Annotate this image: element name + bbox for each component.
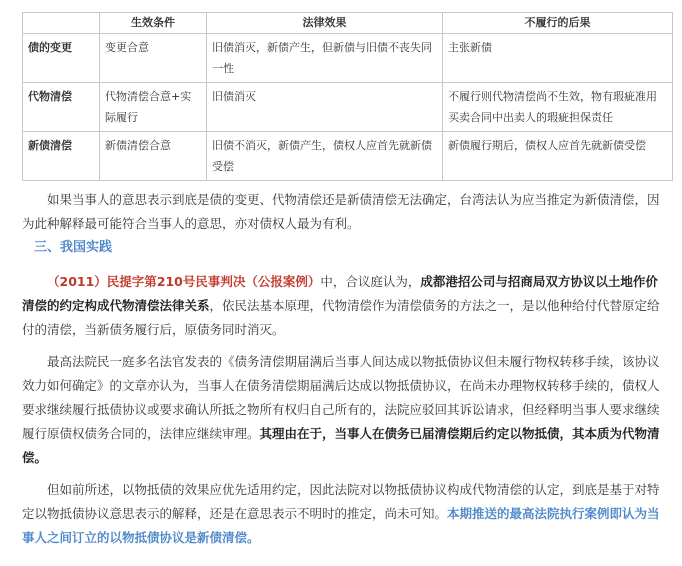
paragraph-presumption: 如果当事人的意思表示到底是债的变更、代物清偿还是新债清偿无法确定，台湾法认为应当推定为新债清偿，因为此种解释最可能符合当事人的意思，亦对债权人最为有利。 — [22, 192, 660, 231]
table-row — [23, 34, 673, 83]
paragraph-case — [22, 270, 666, 342]
row-condition: 代物清偿合意+实际履行 — [100, 83, 207, 132]
case-text-mid: 中，合议庭认为， — [320, 274, 421, 289]
row-name: 债的变更 — [23, 34, 100, 83]
case-holding: 成都港招公司与招商局双方协议以土地作价清偿的约定构成代物清偿法律关系 — [22, 274, 658, 313]
comparison-table — [22, 12, 673, 181]
section-heading: 三、我国实践 — [34, 240, 113, 255]
conclusion-text: 但如前所述，以物抵债的效果应优先适用约定，因此法院对以物抵债协议构成代物清偿的认定，到底是基于对特定以物抵债协议意思表示的解释，还是在意思表示不明时的推定，尚未可知。 — [22, 482, 660, 521]
table-row — [23, 132, 673, 181]
row-effect: 旧债消灭，新债产生，但新债与旧债不丧失同一性 — [207, 34, 443, 83]
row-consequence: 不履行则代物清偿尚不生效，物有瑕疵准用买卖合同中出卖人的瑕疵担保责任 — [443, 83, 673, 132]
row-consequence: 新债履行期后，债权人应首先就新债受偿 — [443, 132, 673, 181]
article-text: 最高法院民一庭多名法官发表的《债务清偿期届满后当事人间达成以物抵债协议但未履行物权转移手续，该协议效力如何确定》的文章亦认为，当事人在债务清偿期届满后达成以物抵债协议，在尚未办理物权转移手续的，债权人要求继续履行抵债协议或要求确认所抵之物所有权归自己所有的，法院应驳回其诉讼请求，但经释明当事人要求继续履行原债权债务合同的，法律应继续审理。 — [22, 354, 660, 441]
table-header-effect: 法律效果 — [207, 13, 443, 34]
row-condition: 变更合意 — [100, 34, 207, 83]
table-header-condition: 生效条件 — [100, 13, 207, 34]
article-conclusion: 其理由在于，当事人在债务已届清偿期后约定以物抵债，其本质为代物清偿。 — [22, 426, 660, 465]
table-row — [23, 83, 673, 132]
row-name: 代物清偿 — [23, 83, 100, 132]
table-header-consequence: 不履行的后果 — [443, 13, 673, 34]
row-effect: 旧债消灭 — [207, 83, 443, 132]
paragraph-article — [22, 350, 666, 470]
case-text-rest: ，依民法基本原理，代物清偿作为清偿债务的方法之一，是以他种给付代替原定给付的清偿，当新债务履行后，原债务同时消灭。 — [22, 298, 660, 337]
row-effect: 旧债不消灭，新债产生，债权人应首先就新债受偿 — [207, 132, 443, 181]
row-condition: 新债清偿合意 — [100, 132, 207, 181]
table-header-row — [23, 13, 673, 34]
conclusion-highlight: 本期推送的最高法院执行案例即认为当事人之间订立的以物抵债协议是新债清偿。 — [22, 506, 660, 545]
row-consequence: 主张新债 — [443, 34, 673, 83]
row-name: 新债清偿 — [23, 132, 100, 181]
paragraph-conclusion — [22, 478, 666, 550]
table-header-empty — [23, 13, 100, 34]
case-reference: （2011）民提字第210号民事判决（公报案例） — [47, 274, 321, 289]
